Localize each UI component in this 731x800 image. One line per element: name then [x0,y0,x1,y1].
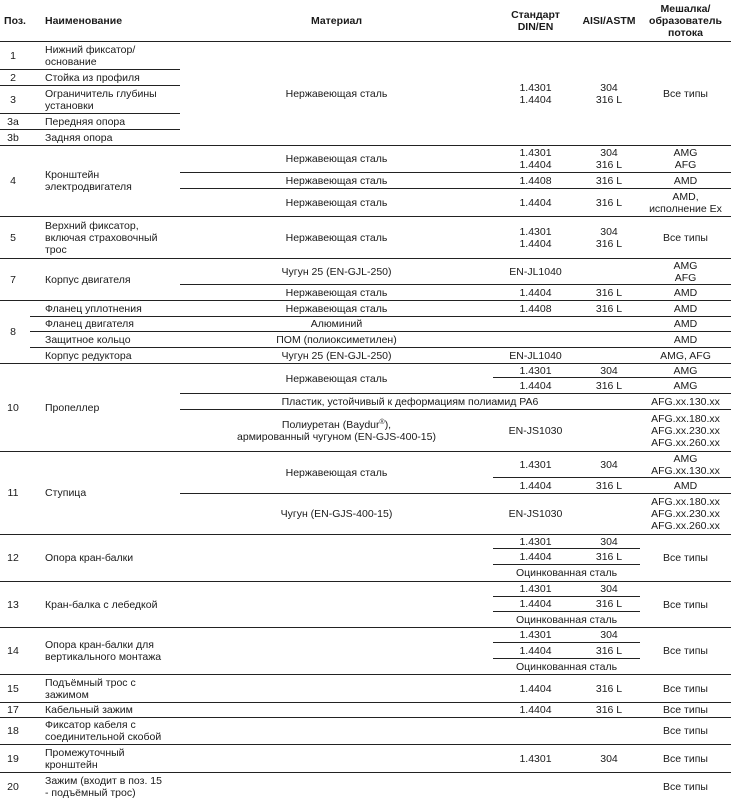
name-cell: Верхний фиксатор, включая страховочный трос [45,219,158,256]
mixer-cell: Все типы [663,645,708,657]
material-cell [180,410,493,451]
name-cell: Фланец двигателя [45,318,134,330]
aisi-cell: 304 [600,458,618,471]
mixer-cell: AFG.xx.180.xx AFG.xx.230.xx AFG.xx.260.xx [651,412,720,449]
mixer-cell: Все типы [663,682,708,695]
standard-cell: Оцинкованная сталь [515,567,618,579]
aisi-cell: 304 316 L [595,147,623,171]
pos-cell: 14 [7,645,19,657]
material-cell: Нержавеющая сталь [285,466,388,479]
pos-cell: 4 [10,175,16,187]
standard-cell: Оцинкованная сталь [515,613,618,626]
pos-cell: 12 [7,552,19,564]
mixer-cell: Все типы [663,598,708,611]
mixer-cell: Все типы [663,725,708,737]
mixer-cell: AMD [673,286,698,299]
material-cell: Чугун (EN-GJS-400-15) [280,508,393,520]
standard-cell: 1.4301 [519,583,552,595]
name-cell: Ступица [45,487,87,499]
mixer-cell: AMD, исполнение Ex [649,190,722,215]
mixer-cell: AMG AFG [673,147,698,171]
name-cell: Опора кран-балки для вертикального монтажа [45,639,162,663]
aisi-cell: 316 L [595,704,623,716]
material-cell: Нержавеющая сталь [285,87,388,100]
standard-cell: 1.4301 [519,535,552,548]
pos-cell: 7 [10,273,16,286]
name-cell: Нижний фиксатор/ основание [45,43,136,68]
material-cell: Нержавеющая сталь [285,196,388,209]
registered-mark: ® [379,418,385,426]
aisi-cell: 316 L [595,682,623,695]
aisi-cell: 316 L [595,550,623,563]
material-text: Полиуретан (Baydur [281,418,380,431]
aisi-cell: 304 [600,752,618,765]
name-cell: Зажим (входит в поз. 15 - подъёмный трос) [45,774,162,799]
material-text: ), [384,418,392,431]
standard-cell: 1.4404 [519,682,552,695]
aisi-cell: 316 L [595,598,623,610]
header-standard: Стандарт DIN/EN [511,8,560,33]
pos-cell: 1 [10,49,16,62]
standard-cell: 1.4301 1.4404 [519,225,552,250]
mixer-cell: Все типы [663,780,708,793]
standard-cell: EN-JS1030 [508,508,563,520]
standard-cell: 1.4404 [519,196,552,209]
pos-cell: 13 [7,598,19,611]
material-cell: Нержавеющая сталь [285,372,388,385]
standard-cell: 1.4301 1.4404 [519,81,552,106]
mixer-cell: Все типы [663,231,708,244]
mixer-cell: Все типы [663,704,708,716]
mixer-cell: AFG.xx.180.xx AFG.xx.230.xx AFG.xx.260.xx [651,496,720,532]
aisi-cell: 304 [600,364,618,377]
aisi-cell: 304 [600,629,618,641]
aisi-cell: 304 [600,535,618,548]
pos-cell: 19 [7,752,19,765]
header-mixer: Мешалка/ образователь потока [649,2,722,39]
name-cell: Промежуточный кронштейн [45,746,125,771]
aisi-cell: 304 316 L [595,225,623,250]
pos-cell: 15 [7,682,19,695]
standard-cell: 1.4404 [519,598,552,610]
aisi-cell: 316 L [595,196,623,209]
material-cell: Чугун 25 (EN-GJL-250) [281,265,392,278]
mixer-cell: AMD [673,479,698,492]
standard-cell: 1.4301 1.4404 [519,147,552,171]
pos-cell: 20 [7,780,19,793]
mixer-cell: AMD [673,302,698,315]
standard-cell: EN-JL1040 [509,265,562,278]
standard-cell: 1.4408 [519,302,552,315]
mixer-cell: AMG AFG [673,259,698,284]
pos-cell: 18 [7,725,19,737]
name-cell: Ограничитель глубины установки [45,87,157,112]
material-cell: Нержавеющая сталь [285,174,388,187]
standard-cell: 1.4301 [519,629,552,641]
name-cell: Корпус редуктора [45,349,132,362]
mixer-cell: AMG, AFG [660,349,711,362]
name-cell: Опора кран-балки [45,552,134,564]
material-cell: Чугун 25 (EN-GJL-250) [281,349,392,362]
mixer-cell: AMG AFG.xx.130.xx [651,452,720,477]
pos-cell: 2 [10,71,16,84]
mixer-cell: AMG [673,364,698,377]
material-cell: Нержавеющая сталь [285,153,388,165]
standard-cell: 1.4404 [519,704,552,716]
standard-cell: 1.4404 [519,479,552,492]
mixer-cell: AMD [673,333,698,346]
standard-cell: 1.4301 [519,752,552,765]
aisi-cell: 316 L [595,286,623,299]
name-cell: Кронштейн электродвигателя [45,169,132,193]
pos-cell: 11 [7,487,19,499]
standard-cell: EN-JS1030 [508,424,563,437]
mixer-cell: Все типы [663,752,708,765]
aisi-cell: 316 L [595,479,623,492]
material-cell: ПОМ (полиоксиметилен) [276,333,397,346]
aisi-cell: 304 316 L [595,81,623,106]
standard-cell: 1.4301 [519,364,552,377]
mixer-cell: AMD [673,318,698,330]
aisi-cell: 316 L [595,302,623,315]
aisi-cell: 304 [600,583,618,595]
pos-cell: 3b [7,131,19,144]
aisi-cell: 316 L [595,644,623,657]
material-cell: Алюминий [310,318,363,330]
header-name: Наименование [45,14,123,27]
pos-cell: 5 [10,231,16,244]
mixer-cell: Все типы [663,552,708,564]
material-cell: Пластик, устойчивый к деформациям полиамид PA6 [281,395,539,408]
header-pos: Поз. [4,14,26,27]
standard-cell: 1.4404 [519,379,552,392]
aisi-cell: 316 L [595,174,623,187]
mixer-cell: AMD [673,174,698,187]
standard-cell: 1.4404 [519,286,552,299]
standard-cell: 1.4404 [519,644,552,657]
pos-cell: 10 [7,401,19,414]
pos-cell: 8 [10,326,16,338]
material-cell: Нержавеющая сталь [285,286,388,299]
header-aisi: AISI/ASTM [582,14,636,27]
pos-cell: 3 [10,93,16,106]
header-material: Материал [310,14,363,27]
standard-cell: Оцинкованная сталь [515,660,618,673]
pos-cell: 3a [7,115,19,128]
mixer-cell: AFG.xx.130.xx [651,395,720,408]
mixer-cell: AMG [673,379,698,392]
name-cell: Фиксатор кабеля с соединительной скобой [45,719,162,743]
name-cell: Кабельный зажим [45,704,133,716]
standard-cell: EN-JL1040 [509,349,562,362]
name-cell: Стойка из профиля [45,71,140,84]
aisi-cell: 316 L [595,379,623,392]
material-text: армированный чугуном (EN-GJS-400-15) [237,430,436,443]
name-cell: Подъёмный трос с зажимом [45,676,136,701]
name-cell: Корпус двигателя [45,273,131,286]
mixer-cell: Все типы [663,87,708,100]
material-cell: Нержавеющая сталь [285,231,388,244]
standard-cell: 1.4408 [519,174,552,187]
name-cell: Пропеллер [45,401,100,414]
pos-cell: 17 [7,704,19,716]
material-cell: Нержавеющая сталь [285,302,388,315]
name-cell: Фланец уплотнения [45,302,142,315]
name-cell: Передняя опора [45,115,126,128]
standard-cell: 1.4301 [519,458,552,471]
standard-cell: 1.4404 [519,550,552,563]
name-cell: Кран-балка с лебедкой [45,598,158,611]
name-cell: Задняя опора [45,131,113,144]
name-cell: Защитное кольцо [45,333,131,346]
